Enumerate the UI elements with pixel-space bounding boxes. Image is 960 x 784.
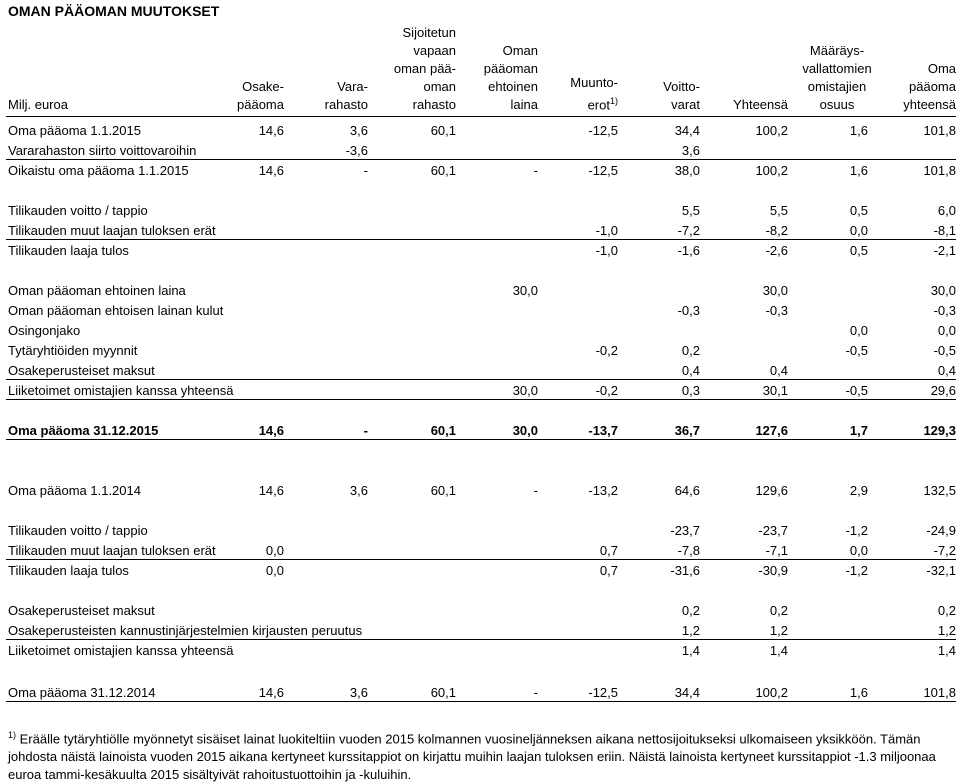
cell-ehtoinen-laina: - <box>533 483 538 498</box>
cell-voittovarat: -31,6 <box>670 563 700 578</box>
cell-oma-paaoma-yhteensa: 0,2 <box>937 603 956 618</box>
cell-muuntoerot: -12,5 <box>588 685 618 700</box>
cell-maaraysvallattomat: 1,6 <box>849 163 868 178</box>
cell-maaraysvallattomat: 1,7 <box>849 423 868 438</box>
cell-muuntoerot: -12,5 <box>588 123 618 138</box>
table-row <box>0 322 960 340</box>
row-label: Tilikauden muut laajan tuloksen erät <box>8 223 216 238</box>
cell-voittovarat: -7,8 <box>677 543 700 558</box>
row-label: Osakeperusteiset maksut <box>8 363 155 378</box>
cell-yhteensa: -7,1 <box>765 543 788 558</box>
row-label: Liiketoimet omistajien kanssa yhteensä <box>8 643 234 658</box>
footnote-marker-label: 1) <box>8 730 17 740</box>
row-label: Osakeperusteisten kannustinjärjestelmien kirjausten peruutus <box>8 623 363 638</box>
footnote-marker: 1) <box>609 95 618 106</box>
row-label: Tytäryhtiöiden myynnit <box>8 343 138 358</box>
cell-maaraysvallattomat: 1,6 <box>849 685 868 700</box>
cell-svop: 60,1 <box>430 123 456 138</box>
cell-muuntoerot: -1,0 <box>595 243 618 258</box>
cell-voittovarat: 34,4 <box>674 685 700 700</box>
cell-ehtoinen-laina: 30,0 <box>512 283 538 298</box>
col-header-muuntoerot: Muunto- erot$^{1)}$ <box>570 74 618 112</box>
col-header-ehtoinen-laina: Oman pääoman ehtoinen laina <box>483 43 538 112</box>
row-label: Oma pääoma 1.1.2015 <box>8 123 141 138</box>
cell-oma-paaoma-yhteensa: -32,1 <box>926 563 956 578</box>
cell-voittovarat: 1,4 <box>681 643 700 658</box>
cell-yhteensa: -30,9 <box>758 563 788 578</box>
unit-label: Milj. euroa <box>8 97 68 112</box>
row-label: Oma pääoma 1.1.2014 <box>8 483 141 498</box>
row-label: Oman pääoman ehtoisen lainan kulut <box>8 303 224 318</box>
cell-voittovarat: 38,0 <box>674 163 700 178</box>
cell-vararahasto: 3,6 <box>349 685 368 700</box>
cell-oma-paaoma-yhteensa: 101,8 <box>923 123 956 138</box>
cell-ehtoinen-laina: 30,0 <box>512 383 538 398</box>
cell-yhteensa: 30,1 <box>762 383 788 398</box>
cell-voittovarat: 3,6 <box>681 143 700 158</box>
cell-yhteensa: 0,4 <box>769 363 788 378</box>
cell-svop: 60,1 <box>430 423 456 438</box>
cell-voittovarat: 0,4 <box>681 363 700 378</box>
cell-muuntoerot: -13,7 <box>588 423 618 438</box>
cell-maaraysvallattomat: -1,2 <box>845 563 868 578</box>
table-row <box>0 302 960 320</box>
cell-yhteensa: 129,6 <box>755 483 788 498</box>
table-row <box>0 684 960 702</box>
row-label: Osingonjako <box>8 323 81 338</box>
table-row <box>0 342 960 360</box>
table-row <box>0 122 960 140</box>
cell-maaraysvallattomat: 0,0 <box>849 323 868 338</box>
cell-vararahasto: 3,6 <box>349 483 368 498</box>
cell-oma-paaoma-yhteensa: 1,2 <box>937 623 956 638</box>
cell-oma-paaoma-yhteensa: 29,6 <box>930 383 956 398</box>
col-header-oma-paaoma-yhteensa: Oma pääoma yhteensä <box>903 61 956 112</box>
cell-maaraysvallattomat: -1,2 <box>845 523 868 538</box>
col-header-svop-rahasto: Sijoitetun vapaan oman pää- oman rahasto <box>393 25 456 112</box>
table-row <box>0 382 960 400</box>
cell-osakepaaoma: 14,6 <box>258 163 284 178</box>
cell-maaraysvallattomat: -0,5 <box>845 343 868 358</box>
row-label: Oikaistu oma pääoma 1.1.2015 <box>8 163 189 178</box>
cell-oma-paaoma-yhteensa: 30,0 <box>930 283 956 298</box>
cell-oma-paaoma-yhteensa: 1,4 <box>937 643 956 658</box>
cell-osakepaaoma: 14,6 <box>258 123 284 138</box>
cell-osakepaaoma: 0,0 <box>265 563 284 578</box>
cell-yhteensa: 1,2 <box>769 623 788 638</box>
cell-maaraysvallattomat: 0,0 <box>849 223 868 238</box>
table-row <box>0 422 960 440</box>
table-row <box>0 282 960 300</box>
cell-yhteensa: 0,2 <box>769 603 788 618</box>
cell-maaraysvallattomat: 2,9 <box>849 483 868 498</box>
cell-yhteensa: 30,0 <box>762 283 788 298</box>
cell-voittovarat: -0,3 <box>677 303 700 318</box>
row-label: Oman pääoman ehtoinen laina <box>8 283 186 298</box>
col-header-yhteensa: Yhteensä <box>733 97 788 112</box>
cell-muuntoerot: -12,5 <box>588 163 618 178</box>
cell-muuntoerot: -0,2 <box>595 343 618 358</box>
col-header-maaraysvallattomat: Määräys- vallattomien omistajien osuus <box>802 43 872 112</box>
cell-oma-paaoma-yhteensa: -24,9 <box>926 523 956 538</box>
cell-voittovarat: 0,3 <box>681 383 700 398</box>
cell-muuntoerot: -0,2 <box>595 383 618 398</box>
cell-maaraysvallattomat: -0,5 <box>845 383 868 398</box>
cell-yhteensa: -8,2 <box>765 223 788 238</box>
cell-maaraysvallattomat: 0,5 <box>849 243 868 258</box>
row-label: Vararahaston siirto voittovaroihin <box>8 143 197 158</box>
cell-oma-paaoma-yhteensa: 6,0 <box>937 203 956 218</box>
cell-voittovarat: 0,2 <box>681 343 700 358</box>
cell-vararahasto: -3,6 <box>345 143 368 158</box>
cell-oma-paaoma-yhteensa: 132,5 <box>923 483 956 498</box>
row-label: Oma pääoma 31.12.2014 <box>8 685 156 700</box>
cell-vararahasto: - <box>363 163 368 178</box>
cell-osakepaaoma: 14,6 <box>258 685 284 700</box>
cell-osakepaaoma: 14,6 <box>258 483 284 498</box>
cell-yhteensa: -0,3 <box>765 303 788 318</box>
footnote-text: Eräälle tytäryhtiölle myönnetyt sisäiset lainat luokiteltiin vuoden 2015 kolmannen vuosineljänneksen aikana nettosijoitukseksi ulkomaiseen yksikköön. Tämän johdosta näistä lainoista vuoden 2015 aikana kertyneet kurssitappiot on kirjattu muihin laajan tuloksen eriin. Näistä lainoista kertyneet kurssitappiot -1.3 miljoonaa euroa tammi-kesäkuulta 2015 sisältyivät rahoitustuottoihin ja -kuluihin. <box>8 731 936 783</box>
cell-oma-paaoma-yhteensa: 0,0 <box>937 323 956 338</box>
cell-maaraysvallattomat: 0,5 <box>849 203 868 218</box>
cell-muuntoerot: -13,2 <box>588 483 618 498</box>
cell-muuntoerot: 0,7 <box>599 543 618 558</box>
cell-yhteensa: 100,2 <box>755 163 788 178</box>
table-row <box>0 202 960 220</box>
cell-vararahasto: 3,6 <box>349 123 368 138</box>
table-row <box>0 622 960 640</box>
col-header-osakepaaoma: Osake- pääoma <box>237 79 284 112</box>
cell-ehtoinen-laina: - <box>533 163 538 178</box>
cell-oma-paaoma-yhteensa: 0,4 <box>937 363 956 378</box>
row-label: Liiketoimet omistajien kanssa yhteensä <box>8 383 234 398</box>
cell-oma-paaoma-yhteensa: -2,1 <box>933 243 956 258</box>
cell-yhteensa: 127,6 <box>755 423 788 438</box>
row-label: Tilikauden laaja tulos <box>8 243 129 258</box>
cell-maaraysvallattomat: 0,0 <box>849 543 868 558</box>
cell-oma-paaoma-yhteensa: 101,8 <box>923 685 956 700</box>
row-label: Tilikauden voitto / tappio <box>8 523 148 538</box>
cell-svop: 60,1 <box>430 685 456 700</box>
table-row <box>0 142 960 160</box>
cell-ehtoinen-laina: - <box>533 685 538 700</box>
cell-yhteensa: -2,6 <box>765 243 788 258</box>
cell-oma-paaoma-yhteensa: 101,8 <box>923 163 956 178</box>
cell-svop: 60,1 <box>430 483 456 498</box>
cell-yhteensa: -23,7 <box>758 523 788 538</box>
cell-voittovarat: 34,4 <box>674 123 700 138</box>
row-label: Tilikauden laaja tulos <box>8 563 129 578</box>
footnote <box>8 726 953 784</box>
row-label: Tilikauden muut laajan tuloksen erät <box>8 543 216 558</box>
cell-ehtoinen-laina: 30,0 <box>512 423 538 438</box>
cell-oma-paaoma-yhteensa: -0,5 <box>933 343 956 358</box>
col-header-vararahasto: Vara- rahasto <box>324 79 368 112</box>
cell-oma-paaoma-yhteensa: 129,3 <box>923 423 956 438</box>
cell-yhteensa: 5,5 <box>769 203 788 218</box>
table-row <box>0 242 960 260</box>
cell-muuntoerot: 0,7 <box>599 563 618 578</box>
col-header-voittovarat: Voitto- varat <box>663 79 700 112</box>
table-row <box>0 542 960 560</box>
cell-muuntoerot: -1,0 <box>595 223 618 238</box>
page-title: OMAN PÄÄOMAN MUUTOKSET <box>8 3 220 19</box>
cell-voittovarat: 0,2 <box>681 603 700 618</box>
table-row <box>0 642 960 660</box>
cell-vararahasto: - <box>363 423 368 438</box>
cell-voittovarat: 1,2 <box>681 623 700 638</box>
row-label: Tilikauden voitto / tappio <box>8 203 148 218</box>
cell-maaraysvallattomat: 1,6 <box>849 123 868 138</box>
table-row <box>0 522 960 540</box>
cell-voittovarat: -23,7 <box>670 523 700 538</box>
table-row <box>0 602 960 620</box>
table-row <box>0 362 960 380</box>
row-label: Osakeperusteiset maksut <box>8 603 155 618</box>
cell-yhteensa: 1,4 <box>769 643 788 658</box>
cell-osakepaaoma: 14,6 <box>258 423 284 438</box>
cell-osakepaaoma: 0,0 <box>265 543 284 558</box>
cell-voittovarat: 64,6 <box>674 483 700 498</box>
table-row <box>0 482 960 500</box>
table-row <box>0 162 960 180</box>
table-row <box>0 562 960 580</box>
cell-voittovarat: -1,6 <box>677 243 700 258</box>
cell-voittovarat: -7,2 <box>677 223 700 238</box>
cell-voittovarat: 5,5 <box>681 203 700 218</box>
cell-oma-paaoma-yhteensa: -0,3 <box>933 303 956 318</box>
cell-yhteensa: 100,2 <box>755 123 788 138</box>
cell-oma-paaoma-yhteensa: -8,1 <box>933 223 956 238</box>
cell-oma-paaoma-yhteensa: -7,2 <box>933 543 956 558</box>
cell-yhteensa: 100,2 <box>755 685 788 700</box>
cell-svop: 60,1 <box>430 163 456 178</box>
row-label: Oma pääoma 31.12.2015 <box>8 423 159 438</box>
table-row <box>0 222 960 240</box>
cell-voittovarat: 36,7 <box>674 423 700 438</box>
